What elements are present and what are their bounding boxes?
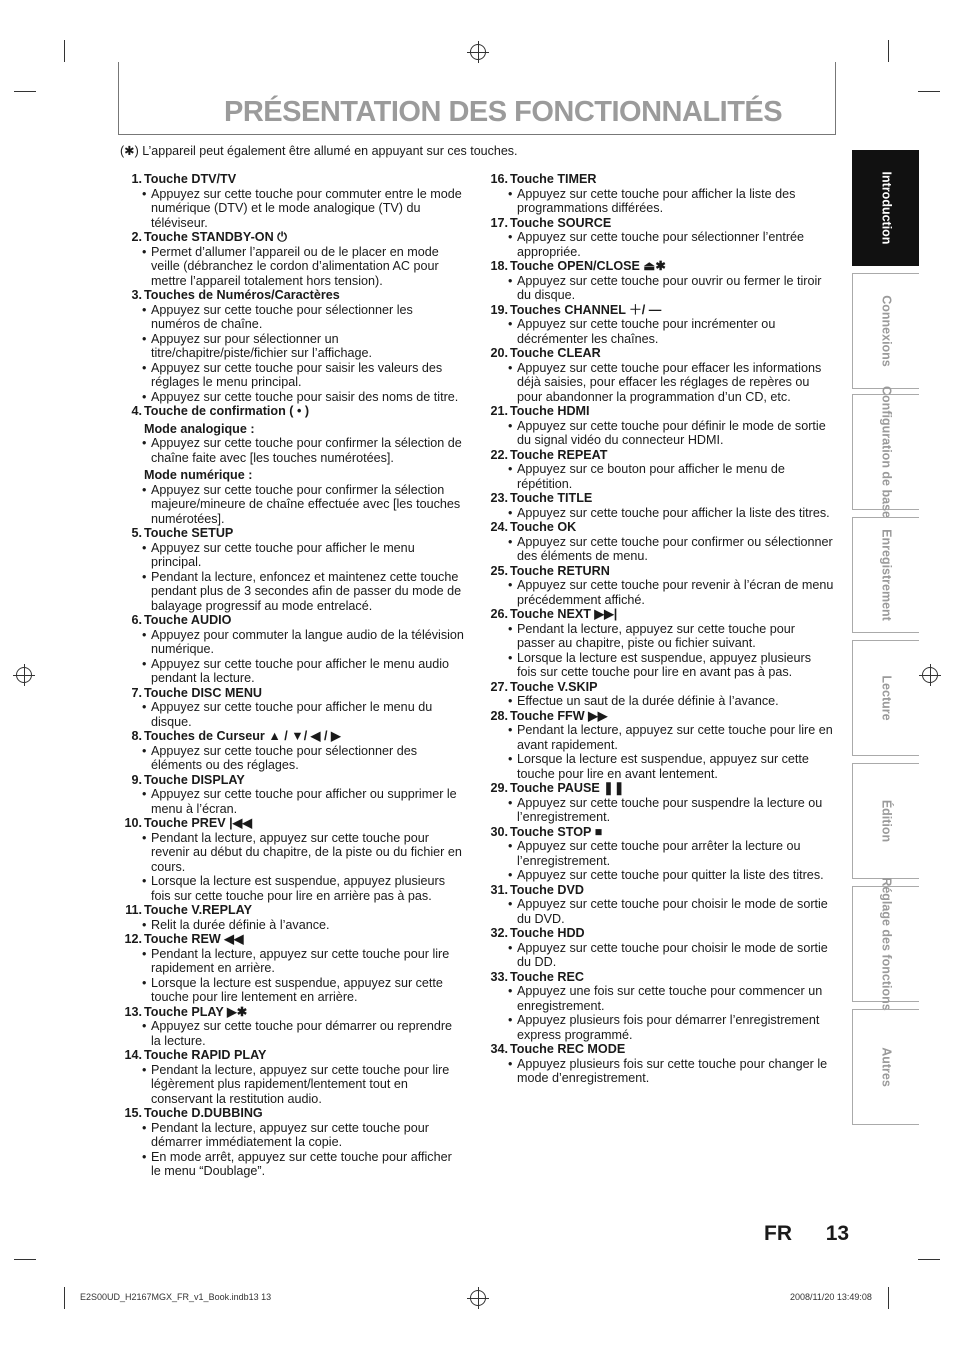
item-number: 18. <box>490 259 508 273</box>
key-name: Touche V.SKIP <box>510 679 598 694</box>
registration-mark-icon <box>922 667 938 683</box>
key-item <box>120 288 465 404</box>
item-number: 32. <box>490 926 508 940</box>
key-heading <box>120 230 465 245</box>
key-item <box>486 564 834 608</box>
key-item <box>486 346 834 404</box>
bullet-text: • Lorsque la lecture est suspendue, appuyez plusieurs fois sur cette touche pour lire en arrière pas à pas. <box>120 874 465 903</box>
bullet-text: • Pendant la lecture, enfoncez et maintenez cette touche pendant plus de 3 secondes afin de passer du mode de balayage progressif au mode entrelacé. <box>120 570 465 614</box>
tab-label: Configuration de base <box>879 386 894 518</box>
key-heading <box>120 686 465 701</box>
key-item <box>120 773 465 817</box>
item-number: 24. <box>490 520 508 534</box>
key-heading <box>486 448 834 463</box>
key-heading <box>486 303 834 318</box>
item-number: 7. <box>131 685 142 700</box>
key-heading <box>486 491 834 506</box>
key-name: Touche FFW ▶▶ <box>510 708 608 723</box>
key-name: Touches CHANNEL ＋/ — <box>510 302 662 317</box>
bullet-text: • Pendant la lecture, appuyez sur cette touche pour lire en avant rapidement. <box>486 723 834 752</box>
key-item <box>120 1106 465 1179</box>
key-heading <box>120 1005 465 1020</box>
key-name: Touche DISC MENU <box>144 685 263 700</box>
key-item <box>120 230 465 288</box>
key-name: Touche RAPID PLAY <box>144 1048 267 1062</box>
key-name: Touche OPEN/CLOSE ⏏✱ <box>510 259 666 273</box>
tab-label: Édition <box>879 799 894 843</box>
item-number: 27. <box>490 679 508 694</box>
key-heading <box>486 346 834 361</box>
bullet-text: • Appuyez sur cette touche pour afficher le menu audio pendant la lecture. <box>120 657 465 686</box>
tab-introduction[interactable] <box>852 150 919 266</box>
tab-édition[interactable] <box>852 763 919 879</box>
key-name: Touche RETURN <box>510 563 610 578</box>
key-name: Touches de Curseur ▲ / ▼/ ◀ / ▶ <box>144 729 341 743</box>
key-heading <box>486 1042 834 1057</box>
key-item <box>120 1005 465 1049</box>
key-name: Touche SETUP <box>144 526 234 540</box>
key-heading <box>486 883 834 898</box>
tab-label: Lecture <box>879 675 894 721</box>
tab-autres[interactable] <box>852 1009 919 1125</box>
key-name: Touche STANDBY-ON ⏻ <box>144 230 288 244</box>
item-number: 29. <box>490 781 508 795</box>
bullet-text: • Lorsque la lecture est suspendue, appuyez plusieurs fois sur cette touche pour lire en avant pas à pas. <box>486 651 834 680</box>
item-number: 20. <box>490 346 508 360</box>
key-name: Touche REPEAT <box>510 447 608 462</box>
crop-mark <box>918 91 940 92</box>
item-number: 12. <box>124 932 142 946</box>
key-item <box>486 709 834 782</box>
key-item <box>120 1048 465 1106</box>
key-heading <box>486 259 834 274</box>
crop-mark <box>918 1259 940 1260</box>
key-name: Touche TITLE <box>510 491 593 505</box>
bullet-text: • Appuyez sur cette touche pour afficher le menu principal. <box>120 541 465 570</box>
key-item <box>486 607 834 680</box>
item-number: 28. <box>490 708 508 723</box>
item-number: 25. <box>490 563 508 578</box>
key-item <box>486 520 834 564</box>
item-number: 14. <box>124 1048 142 1062</box>
tab-label: Connexions <box>879 295 894 367</box>
key-heading <box>486 607 834 622</box>
item-number: 4. <box>131 404 142 418</box>
crop-mark <box>14 91 36 92</box>
item-number: 33. <box>490 969 508 984</box>
item-number: 1. <box>131 172 142 186</box>
key-name: Touche TIMER <box>510 172 597 186</box>
bullet-text: • Appuyez sur cette touche pour confirmer ou sélectionner des éléments de menu. <box>486 535 834 564</box>
item-number: 6. <box>131 613 142 627</box>
bullet-text: • Appuyez sur cette touche pour sélectionner les numéros de chaîne. <box>120 303 465 332</box>
key-item <box>486 303 834 347</box>
key-name: Touche REC <box>510 969 584 984</box>
bullet-text: • Appuyez sur cette touche pour incrémenter ou décrémenter les chaînes. <box>486 317 834 346</box>
key-heading <box>120 1106 465 1121</box>
tab-label: Introduction <box>879 171 894 245</box>
key-name: Touche DVD <box>510 882 584 897</box>
item-number: 9. <box>131 772 142 787</box>
key-heading <box>486 781 834 796</box>
item-number: 30. <box>490 824 508 839</box>
bullet-text: • Appuyez sur cette touche pour afficher le menu du disque. <box>120 700 465 729</box>
bullet-text: • Appuyez sur cette touche pour confirmer la sélection de chaîne faite avec [les touches numérotées]. <box>120 436 465 465</box>
key-name: Touche PLAY ▶✱ <box>144 1004 248 1019</box>
key-name: Touche PAUSE ❚❚ <box>510 781 625 795</box>
footer-file: E2S00UD_H2167MGX_FR_v1_Book.indb13 13 <box>80 1292 272 1302</box>
bullet-text: • Appuyez sur cette touche pour choisir le mode de sortie du DD. <box>486 941 834 970</box>
key-heading <box>120 526 465 541</box>
key-heading <box>120 932 465 947</box>
key-name: Touche CLEAR <box>510 346 601 360</box>
key-heading <box>486 404 834 419</box>
bullet-text: • Appuyez sur cette touche pour arrêter la lecture ou l’enregistrement. <box>486 839 834 868</box>
key-name: Touche STOP ■ <box>510 824 603 839</box>
item-number: 5. <box>131 526 142 540</box>
tab-configuration-de-base[interactable] <box>852 386 919 518</box>
key-heading <box>486 564 834 579</box>
key-heading <box>120 172 465 187</box>
key-heading <box>486 520 834 535</box>
key-item <box>486 883 834 927</box>
bullet-text: • Appuyez sur cette touche pour choisir le mode de sortie du DVD. <box>486 897 834 926</box>
key-name: Touche de confirmation ( • ) <box>144 404 310 418</box>
item-number: 16. <box>490 172 508 186</box>
key-name: Touche SOURCE <box>510 215 612 230</box>
key-item <box>120 903 465 932</box>
crop-mark <box>888 1287 889 1309</box>
bullet-text: • Appuyez sur cette touche pour saisir des noms de titre. <box>120 390 465 405</box>
registration-mark-icon <box>470 1290 486 1306</box>
page-number <box>764 1222 849 1246</box>
tab-lecture[interactable] <box>852 640 919 756</box>
key-name: Touches de Numéros/Caractères <box>144 288 340 302</box>
crop-mark <box>14 1259 36 1260</box>
key-item <box>486 680 834 709</box>
item-number: 13. <box>124 1004 142 1019</box>
language-code: FR <box>764 1222 792 1245</box>
key-name: Touche D.DUBBING <box>144 1106 263 1120</box>
bullet-text: • Appuyez pour commuter la langue audio de la télévision numérique. <box>120 628 465 657</box>
key-name: Touche V.REPLAY <box>144 903 253 917</box>
key-item <box>120 526 465 613</box>
bullet-text: • Relit la durée définie à l’avance. <box>120 918 465 933</box>
key-heading <box>120 1048 465 1063</box>
key-name: Touche NEXT ▶▶| <box>510 607 618 621</box>
mode-subheading: Mode analogique : <box>144 421 255 436</box>
key-item <box>486 216 834 260</box>
bullet-text: • Appuyez sur cette touche pour ouvrir ou fermer le tiroir du disque. <box>486 274 834 303</box>
bullet-text: • Appuyez sur cette touche pour afficher la liste des programmations différées. <box>486 187 834 216</box>
key-item <box>486 781 834 825</box>
key-item <box>486 825 834 883</box>
key-item <box>486 926 834 970</box>
item-number: 11. <box>125 903 142 917</box>
bullet-text: • Appuyez sur cette touche pour effacer les informations déjà saisies, pour effacer les réglages de repères ou pour abandonner la programmation d’un CD, etc. <box>486 361 834 405</box>
bullet-text: • Appuyez plusieurs fois pour démarrer l’enregistrement express programmé. <box>486 1013 834 1042</box>
item-number: 17. <box>490 215 508 230</box>
key-item <box>486 1042 834 1086</box>
key-heading <box>120 729 465 744</box>
bullet-text: • En mode arrêt, appuyez sur cette touche pour afficher le menu “Doublage”. <box>120 1150 465 1179</box>
registration-mark-icon <box>16 667 32 683</box>
tab-label: Réglage des fonctions <box>879 877 894 1011</box>
key-item <box>120 932 465 1005</box>
tab-enregistrement[interactable] <box>852 517 919 633</box>
item-number: 8. <box>131 729 142 743</box>
key-heading <box>486 825 834 840</box>
bullet-text: • Appuyez sur ce bouton pour afficher le menu de répétition. <box>486 462 834 491</box>
item-number: 26. <box>490 607 508 621</box>
key-heading <box>486 680 834 695</box>
registration-mark-icon <box>470 44 486 60</box>
key-heading <box>486 216 834 231</box>
key-heading <box>486 926 834 941</box>
key-heading <box>486 970 834 985</box>
bullet-text: • Appuyez sur cette touche pour saisir les valeurs des réglages le menu principal. <box>120 361 465 390</box>
key-name: Touche DISPLAY <box>144 772 245 787</box>
crop-mark <box>64 40 65 62</box>
key-item <box>486 970 834 1043</box>
bullet-text: • Permet d’allumer l’appareil ou de le placer en mode veille (débranchez le cordon d’alimentation AC pour mettre l’appareil totalement hors tension). <box>120 245 465 289</box>
item-number: 23. <box>490 491 508 505</box>
key-heading <box>120 773 465 788</box>
page-title: PRÉSENTATION DES FONCTIONNALITÉS <box>224 96 783 128</box>
key-item <box>120 613 465 686</box>
footer-date: 2008/11/20 13:49:08 <box>790 1292 872 1302</box>
bullet-text: • Appuyez sur pour sélectionner un titre/chapitre/piste/fichier sur l’affichage. <box>120 332 465 361</box>
power-note: (✱) L’appareil peut également être allumé en appuyant sur ces touches. <box>120 144 518 158</box>
bullet-text: • Pendant la lecture, appuyez sur cette touche pour lire rapidement en arrière. <box>120 947 465 976</box>
key-heading <box>120 288 465 303</box>
key-item <box>120 686 465 730</box>
key-item <box>486 448 834 492</box>
item-number: 34. <box>490 1042 508 1056</box>
key-heading <box>486 172 834 187</box>
crop-mark <box>888 40 889 62</box>
bullet-text: • Appuyez sur cette touche pour revenir à l’écran de menu précédemment affiché. <box>486 578 834 607</box>
bullet-text: • Appuyez sur cette touche pour quitter la liste des titres. <box>486 868 834 883</box>
right-column <box>486 172 834 1086</box>
key-item <box>120 404 465 526</box>
bullet-text: • Pendant la lecture, appuyez sur cette touche pour revenir au début du chapitre, de la piste ou du fichier en cours. <box>120 831 465 875</box>
bullet-text: • Pendant la lecture, appuyez sur cette touche pour démarrer immédiatement la copie. <box>120 1121 465 1150</box>
key-item <box>486 259 834 303</box>
item-number: 15. <box>124 1106 142 1120</box>
tab-connexions[interactable] <box>852 273 919 389</box>
key-item <box>486 404 834 448</box>
key-heading <box>120 613 465 628</box>
bullet-text: • Pendant la lecture, appuyez sur cette touche pour passer au chapitre, piste ou fichier suivant. <box>486 622 834 651</box>
key-item <box>120 816 465 903</box>
page-number-value: 13 <box>825 1222 850 1245</box>
item-number: 31. <box>490 882 508 897</box>
key-item <box>486 491 834 520</box>
key-name: Touche REW ◀◀ <box>144 932 244 946</box>
key-name: Touche HDD <box>510 926 585 940</box>
bullet-text: • Appuyez sur cette touche pour sélectionner des éléments ou des réglages. <box>120 744 465 773</box>
bullet-text: • Appuyez sur cette touche pour suspendre la lecture ou l’enregistrement. <box>486 796 834 825</box>
key-heading <box>486 709 834 724</box>
bullet-text: • Pendant la lecture, appuyez sur cette touche pour lire légèrement plus rapidement/lentement tout en conservant la restitution audio. <box>120 1063 465 1107</box>
bullet-text: • Appuyez plusieurs fois sur cette touche pour changer le mode d’enregistrement. <box>486 1057 834 1086</box>
key-heading <box>120 816 465 831</box>
bullet-text: • Appuyez sur cette touche pour commuter entre le mode numérique (DTV) et le mode analogique (TV) du téléviseur. <box>120 187 465 231</box>
key-name: Touche DTV/TV <box>144 172 237 186</box>
key-item <box>120 172 465 230</box>
item-number: 21. <box>490 404 508 418</box>
item-number: 19. <box>490 302 508 317</box>
key-name: Touche REC MODE <box>510 1042 626 1056</box>
mode-subheading: Mode numérique : <box>144 468 253 482</box>
tab-label: Enregistrement <box>879 529 894 621</box>
key-name: Touche AUDIO <box>144 613 232 627</box>
key-heading <box>120 404 465 419</box>
bullet-text: • Appuyez sur cette touche pour sélectionner l’entrée appropriée. <box>486 230 834 259</box>
key-name: Touche PREV |◀◀ <box>144 816 253 830</box>
bullet-text: • Appuyez sur cette touche pour confirmer la sélection majeure/mineure de chaîne effectuée avec [les touches numérotées]. <box>120 483 465 527</box>
bullet-text: • Appuyez sur cette touche pour démarrer ou reprendre la lecture. <box>120 1019 465 1048</box>
bullet-text: • Effectue un saut de la durée définie à l’avance. <box>486 694 834 709</box>
bullet-text: • Appuyez une fois sur cette touche pour commencer un enregistrement. <box>486 984 834 1013</box>
left-column <box>120 172 465 1179</box>
item-number: 22. <box>490 447 508 462</box>
item-number: 2. <box>131 230 142 244</box>
tab-label: Autres <box>879 1047 894 1087</box>
item-number: 3. <box>131 288 142 302</box>
key-heading <box>120 903 465 918</box>
key-name: Touche HDMI <box>510 404 590 418</box>
bullet-text: • Lorsque la lecture est suspendue, appuyez sur cette touche pour lire lentement en arrière. <box>120 976 465 1005</box>
bullet-text: • Appuyez sur cette touche pour afficher ou supprimer le menu à l’écran. <box>120 787 465 816</box>
key-name: Touche OK <box>510 520 577 534</box>
key-item <box>120 729 465 773</box>
item-number: 10. <box>124 816 142 830</box>
bullet-text: • Appuyez sur cette touche pour afficher la liste des titres. <box>486 506 834 521</box>
key-item <box>486 172 834 216</box>
bullet-text: • Lorsque la lecture est suspendue, appuyez sur cette touche pour lire en avant lentement. <box>486 752 834 781</box>
bullet-text: • Appuyez sur cette touche pour définir le mode de sortie du signal vidéo du connecteur HDMI. <box>486 419 834 448</box>
crop-mark <box>64 1287 65 1309</box>
tab-réglage-des-fonctions[interactable] <box>852 877 919 1011</box>
